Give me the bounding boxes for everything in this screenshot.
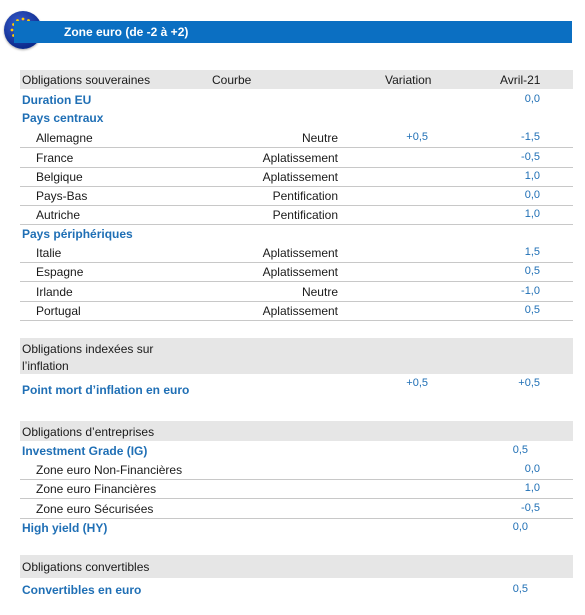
col-header-curve: Courbe: [212, 73, 252, 87]
score-value: 0,5: [524, 304, 540, 316]
table-header: [20, 70, 573, 89]
corp-section-title: Obligations d’entreprises: [22, 425, 155, 439]
score-value: +0,5: [518, 377, 540, 389]
conv-label: Convertibles en euro: [22, 583, 142, 597]
table-row: [20, 148, 573, 168]
score-value: 0,5: [524, 265, 540, 277]
variation-value: +0,5: [406, 377, 428, 389]
region-header: [4, 11, 572, 53]
curve-value: Aplatissement: [262, 246, 338, 260]
hy-label: High yield (HY): [22, 521, 108, 535]
peri-group-label: Pays périphériques: [22, 227, 133, 241]
breakeven-label: Point mort d’inflation en euro: [22, 383, 190, 397]
col-header-date: Avril-21: [500, 73, 541, 87]
header-title: Zone euro (de -2 à +2): [64, 25, 189, 39]
country-name: Autriche: [36, 208, 81, 222]
table-row: [20, 460, 573, 480]
indexed-section-header: [20, 338, 573, 374]
duration-value: 0,0: [524, 93, 540, 105]
country-name: Italie: [36, 246, 62, 260]
duration-label: Duration EU: [22, 93, 92, 107]
table-row: [20, 262, 573, 282]
table-row: [20, 243, 573, 263]
score-value: 1,0: [524, 482, 540, 494]
indexed-section-line1: Obligations indexées sur: [22, 342, 154, 356]
table-row: [20, 186, 573, 206]
corp-section-header: [20, 421, 573, 441]
core-group-label: Pays centraux: [22, 111, 104, 125]
ig-row: [20, 441, 573, 460]
hy-row: [20, 518, 573, 537]
curve-value: Aplatissement: [262, 304, 338, 318]
core-group-row: [20, 108, 573, 127]
table-row: [20, 479, 573, 499]
table-row: [20, 301, 573, 321]
table-row: [20, 167, 573, 187]
curve-value: Aplatissement: [262, 170, 338, 184]
segment-name: Zone euro Financières: [36, 482, 157, 496]
curve-value: Aplatissement: [262, 151, 338, 165]
variation-value: +0,5: [406, 131, 428, 143]
conv-section-header: [20, 555, 573, 578]
score-value: -0,5: [521, 502, 540, 514]
segment-name: Zone euro Sécurisées: [36, 502, 154, 516]
ig-label: Investment Grade (IG): [22, 444, 148, 458]
ig-value: 0,5: [512, 444, 528, 456]
table-row: [20, 378, 573, 400]
col-header-category: Obligations souveraines: [22, 73, 151, 87]
curve-value: Neutre: [301, 285, 338, 299]
country-name: Allemagne: [36, 131, 93, 145]
score-value: -1,5: [521, 131, 540, 143]
score-value: 1,0: [524, 170, 540, 182]
table-row: [20, 282, 573, 302]
curve-value: Neutre: [301, 131, 338, 145]
peri-group-row: [20, 224, 573, 243]
score-value: -0,5: [521, 151, 540, 163]
score-value: 1,0: [524, 208, 540, 220]
country-name: Portugal: [36, 304, 81, 318]
table-row: [20, 205, 573, 225]
score-value: 0,0: [524, 463, 540, 475]
conv-row: [20, 580, 573, 599]
table-row: [20, 499, 573, 519]
indexed-section-line2: l’inflation: [22, 359, 69, 373]
score-value: -1,0: [521, 285, 540, 297]
segment-name: Zone euro Non-Financières: [36, 463, 183, 477]
country-name: France: [36, 151, 74, 165]
curve-value: Pentification: [272, 189, 338, 203]
conv-section-title: Obligations convertibles: [22, 560, 150, 574]
hy-value: 0,0: [512, 521, 528, 533]
curve-value: Pentification: [272, 208, 338, 222]
country-name: Espagne: [36, 265, 84, 279]
country-name: Belgique: [36, 170, 83, 184]
duration-row: [20, 90, 573, 109]
conv-value: 0,5: [512, 583, 528, 595]
table-row: [20, 128, 573, 148]
col-header-variation: Variation: [385, 73, 432, 87]
country-name: Pays-Bas: [36, 189, 88, 203]
score-value: 1,5: [524, 246, 540, 258]
curve-value: Aplatissement: [262, 265, 338, 279]
country-name: Irlande: [36, 285, 73, 299]
score-value: 0,0: [524, 189, 540, 201]
